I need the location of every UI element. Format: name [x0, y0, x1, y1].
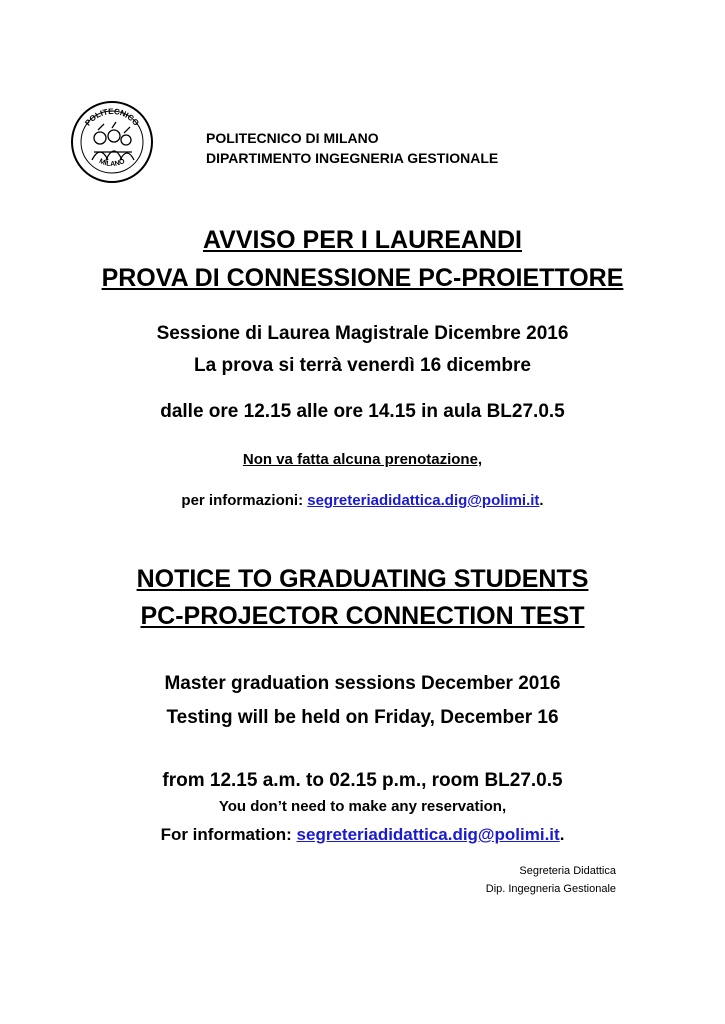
en-info-label: For information:: [160, 825, 297, 844]
en-info-end: .: [559, 825, 565, 844]
en-time-room: from 12.15 a.m. to 02.15 p.m., room BL27.0.5: [162, 770, 563, 791]
department-name: DIPARTIMENTO INGEGNERIA GESTIONALE: [206, 150, 499, 166]
seal-text-bottom: MILANO: [97, 157, 127, 169]
en-info-line: [0, 823, 725, 847]
en-session: Master graduation sessions December 2016: [164, 673, 561, 694]
en-title-line1: NOTICE TO GRADUATING STUDENTS: [136, 565, 589, 593]
en-date: Testing will be held on Friday, December 16: [166, 707, 559, 728]
university-name: POLITECNICO DI MILANO: [206, 130, 379, 146]
it-email-link[interactable]: segreteriadidattica.dig@polimi.it: [307, 492, 540, 509]
en-email-link[interactable]: segreteriadidattica.dig@polimi.it: [296, 825, 560, 844]
it-title-line2: PROVA DI CONNESSIONE PC-PROIETTORE: [101, 264, 624, 292]
signature-office: Segreteria Didattica: [519, 865, 616, 877]
signature-block: [486, 862, 616, 898]
it-title-line1: AVVISO PER I LAUREANDI: [202, 226, 523, 254]
signature-department: Dip. Ingegneria Gestionale: [485, 883, 616, 895]
it-session: Sessione di Laurea Magistrale Dicembre 2016: [156, 323, 569, 344]
politecnico-seal-logo: [70, 100, 154, 184]
en-title-line2: PC-PROJECTOR CONNECTION TEST: [140, 602, 585, 630]
it-info-line: [0, 491, 725, 511]
institution-header: [206, 128, 498, 168]
it-date: La prova si terrà venerdì 16 dicembre: [194, 355, 531, 376]
it-time-room: dalle ore 12.15 alle ore 14.15 in aula BL27.0.5: [160, 401, 565, 422]
en-no-booking: You don’t need to make any reservation,: [218, 798, 507, 815]
it-info-end: .: [539, 492, 544, 509]
svg-text:POLITECNICO: [83, 107, 140, 128]
seal-text-top: POLITECNICO: [83, 106, 141, 128]
it-info-label: per informazioni:: [181, 492, 308, 509]
it-no-booking: Non va fatta alcuna prenotazione,: [242, 451, 483, 468]
